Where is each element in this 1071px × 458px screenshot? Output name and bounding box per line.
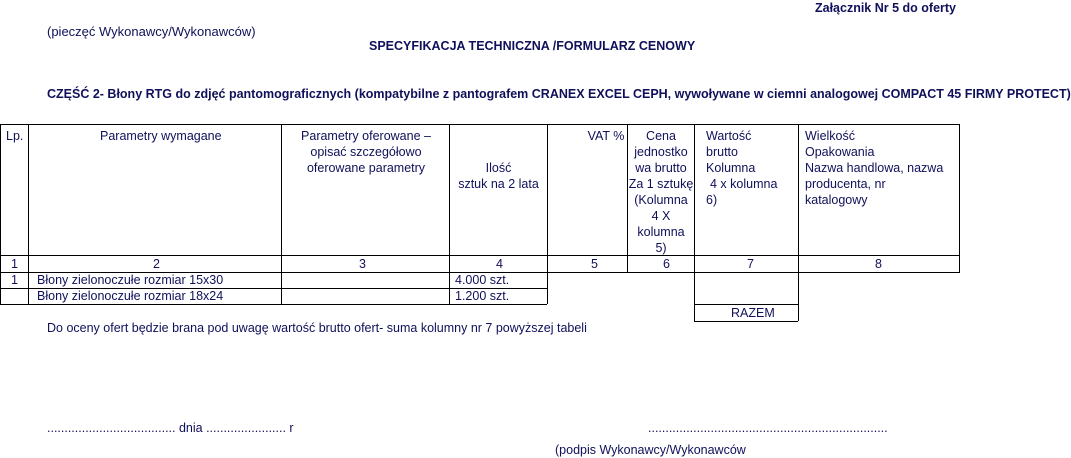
header-unit-price-line2: jednostko [634,145,688,159]
header-value-line1: Wartość [706,129,752,143]
header-qty-line1: Ilość [485,161,512,175]
col-border-7 [798,124,799,321]
col-number-5: 5 [591,257,598,271]
header-packaging-line3: Nazwa handlowa, nazwa [805,161,944,175]
header-bottom-line [0,255,960,256]
col-number-7: 7 [747,257,754,271]
col-number-1: 1 [11,257,18,271]
col-number-3: 3 [359,257,366,271]
header-packaging-line4: producenta, nr [805,177,886,191]
header-packaging [805,128,943,208]
header-value-line2: brutto [706,145,738,159]
table-note: Do oceny ofert będzie brana pod uwagę wartość brutto ofert- suma kolumny nr 7 powyższej tabeli [47,321,587,335]
col-border-6 [694,124,695,321]
row2-name: Błony zielonoczułe rozmiar 18x24 [37,289,224,303]
header-unit-price-line6: 4 X [651,209,671,223]
signature-label: (podpis Wykonawcy/Wykonawców [555,443,746,457]
header-params-offered-line1: Parametry oferowane – [301,129,431,143]
header-packaging-line5: katalogowy [805,193,868,207]
price-table [0,124,960,404]
header-unit-price [628,128,694,256]
col-border-1 [28,124,29,304]
header-qty [450,160,547,192]
col-border-8 [959,124,960,272]
place-date-line: ..................................... dnia ....................... r [47,421,294,435]
col-border-4 [547,124,548,304]
header-vat: VAT % [587,129,625,143]
header-value-line4: 4 x kolumna [710,177,778,191]
annex-label: Załącznik Nr 5 do oferty [814,1,956,15]
header-unit-price-line8: 5) [655,241,667,255]
row2-qty: 1.200 szt. [455,289,510,303]
contractor-stamp-label: (pieczęć Wykonawcy/Wykonawców) [47,24,256,39]
col-number-4: 4 [496,257,503,271]
header-value [706,128,777,208]
header-params-offered-line3: oferowane parametry [306,161,426,175]
col-border-3 [449,124,450,304]
header-unit-price-line4: Za 1 sztukę [628,177,694,191]
col-number-6: 6 [663,257,670,271]
total-label: RAZEM [731,306,775,320]
table-border-top [0,124,960,125]
header-params-offered [288,128,444,176]
col-border-0 [0,124,1,304]
header-params-required: Parametry wymagane [100,129,222,143]
header-unit-price-line7: kolumna [637,225,685,239]
part-title: CZĘŚĆ 2- Błony RTG do zdjęć pantomograficznych (kompatybilne z pantografem CRANEX EXCEL CEPH, wywoływane w ciemni analogowej COMPACT 45 FIRMY PROTECT) [47,87,1071,101]
header-value-line5: 6) [706,193,718,207]
header-packaging-line2: Opakowania [805,145,875,159]
header-lp: Lp. [6,129,24,143]
header-unit-price-line1: Cena [646,129,676,143]
row1-lp: 1 [11,273,18,287]
header-packaging-line1: Wielkość [805,129,856,143]
row2-bottom-line [0,304,547,305]
header-unit-price-line5: (Kolumna [634,193,688,207]
col-number-8: 8 [875,257,882,271]
col-number-2: 2 [153,257,160,271]
header-params-offered-line2: opisać szczegółowo [310,145,422,159]
signature-dotted-line: ..................................................................... [648,421,888,435]
row1-qty: 4.000 szt. [455,273,510,287]
total-bottom-line [694,321,798,322]
spec-title: SPECYFIKACJA TECHNICZNA /FORMULARZ CENOWY [369,39,696,53]
row1-name: Błony zielonoczułe rozmiar 15x30 [37,273,224,287]
header-unit-price-line3: wa brutto [635,161,687,175]
header-value-line3: Kolumna [706,161,756,175]
total-top-line [694,304,798,305]
header-qty-line2: sztuk na 2 lata [458,177,539,191]
col-border-2 [281,124,282,304]
